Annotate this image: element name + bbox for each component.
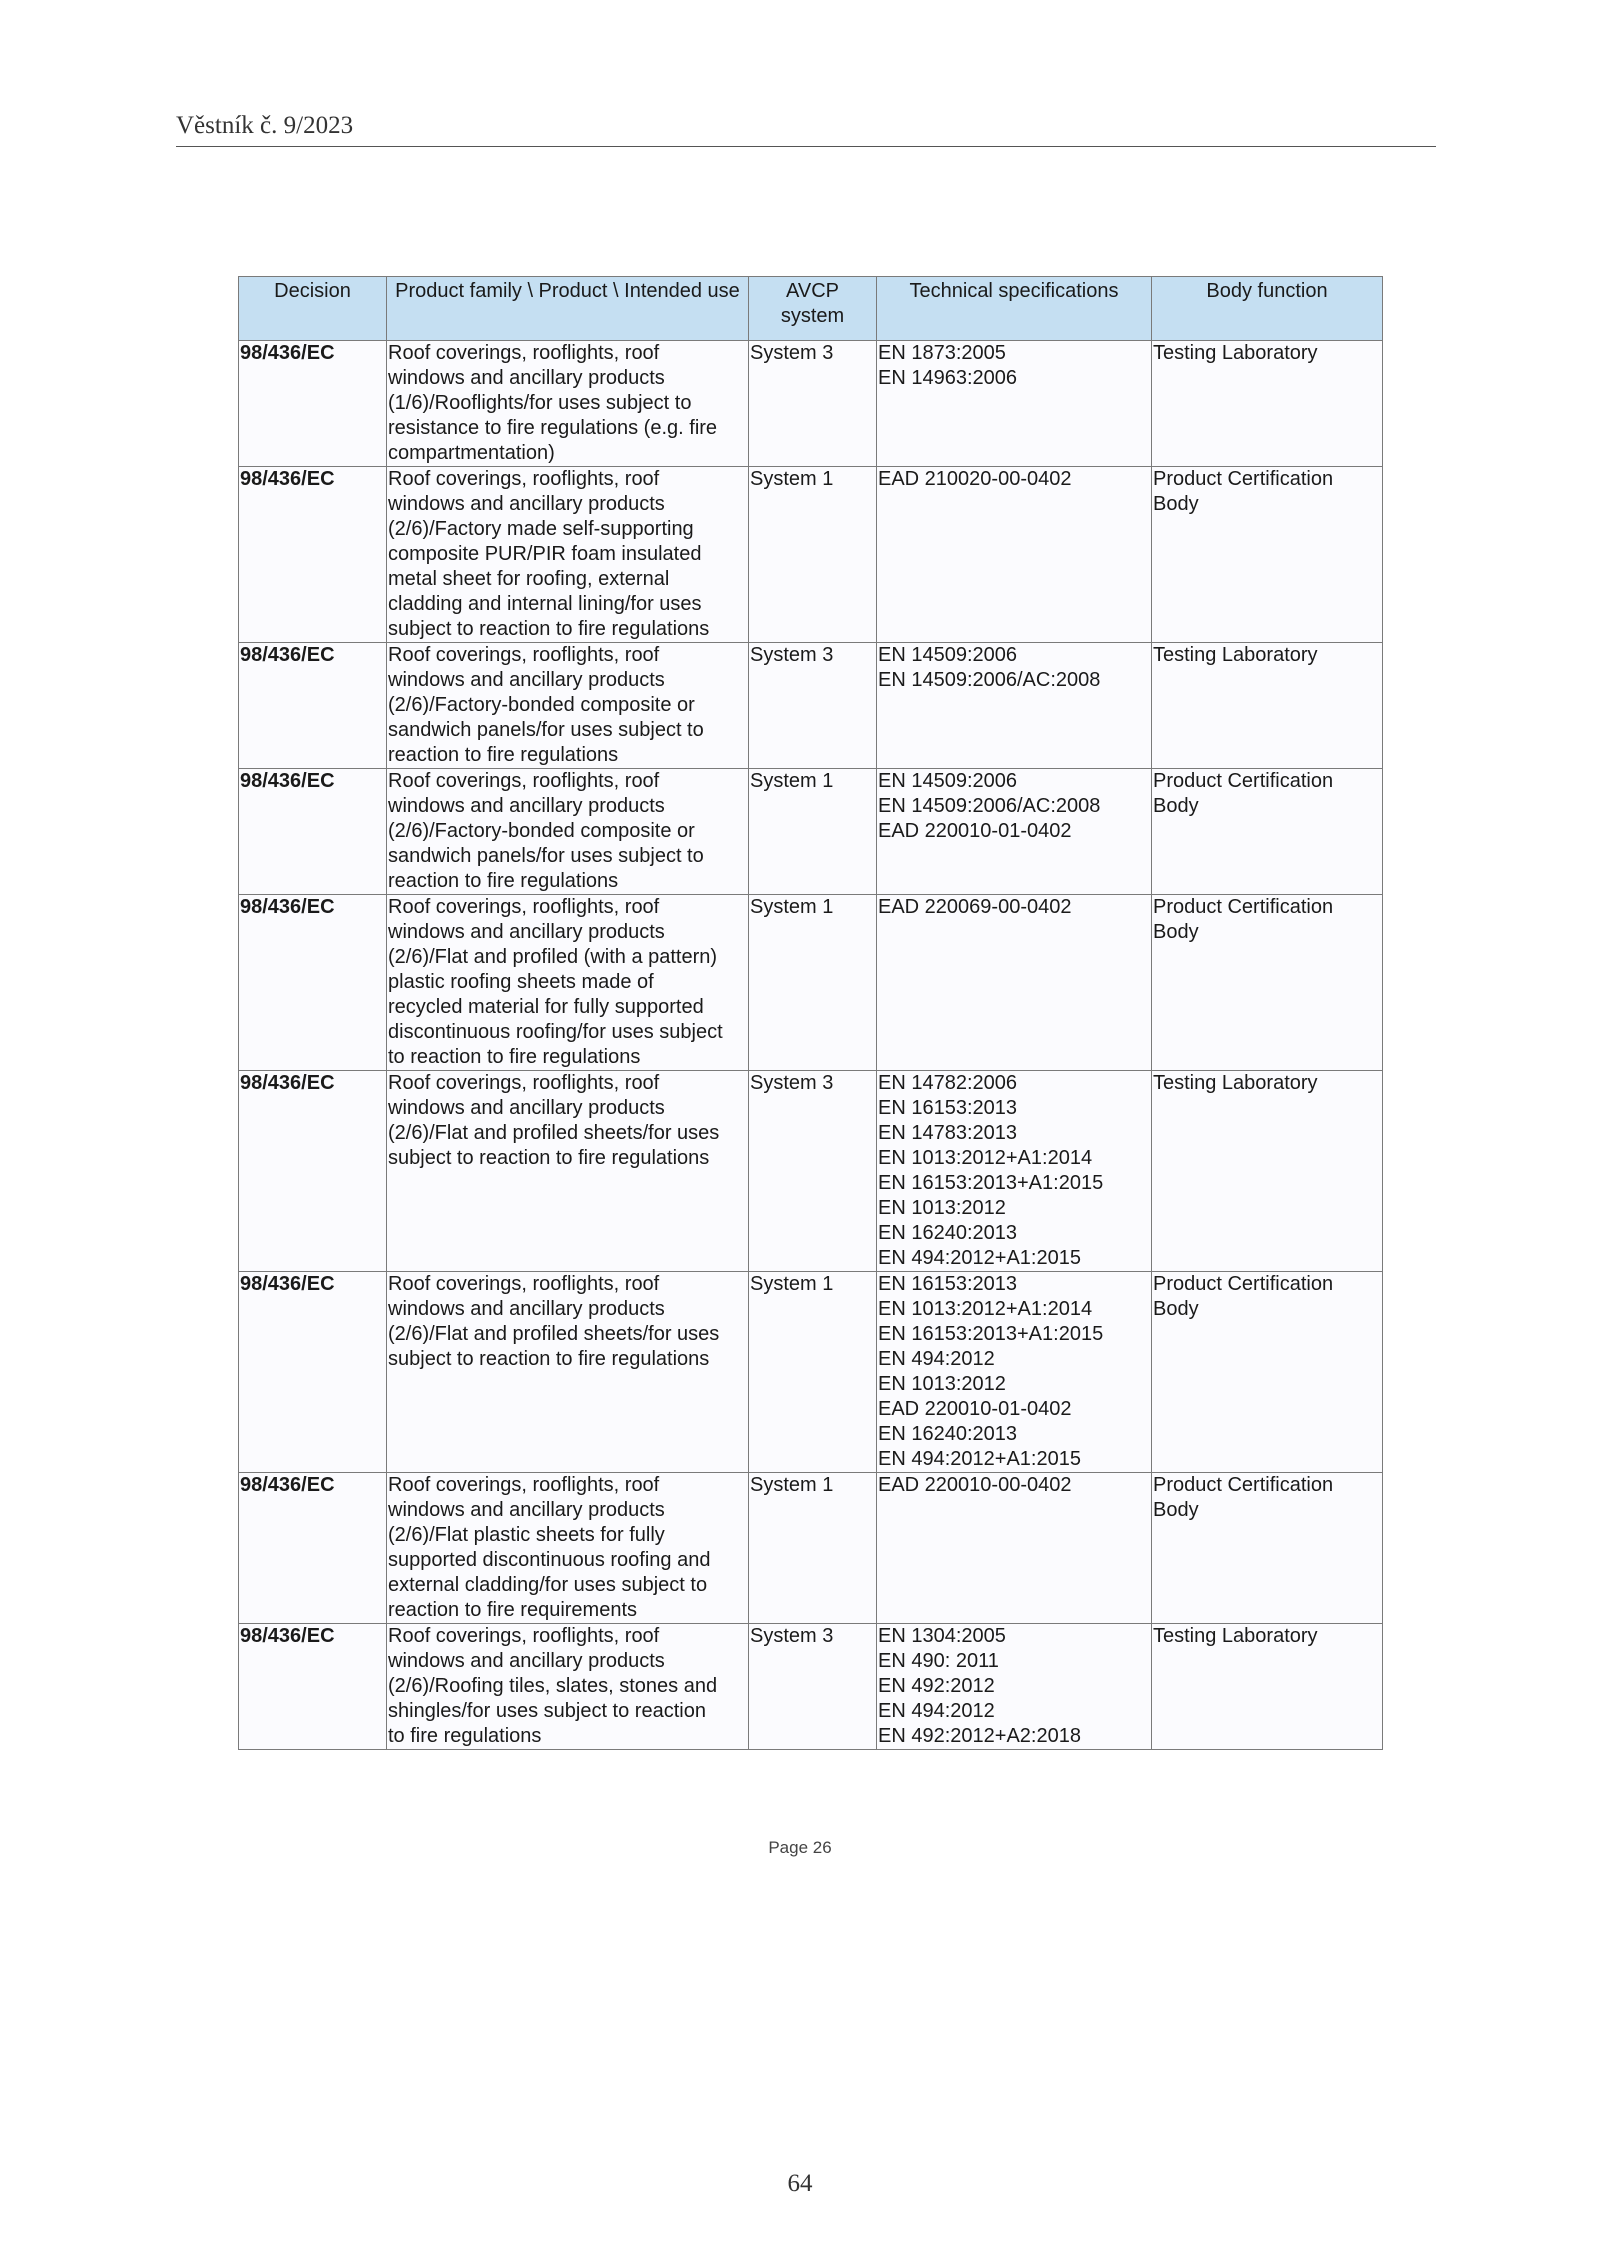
product-cell-line: sandwich panels/for uses subject to: [388, 845, 704, 867]
product-cell: [387, 1272, 749, 1473]
specs-cell-line: EN 494:2012+A1:2015: [878, 1448, 1081, 1470]
product-cell-line: reaction to fire regulations: [388, 744, 619, 766]
body-function-cell-line: Body: [1153, 1298, 1199, 1320]
specs-cell: [877, 1272, 1152, 1473]
product-cell-line: cladding and internal lining/for uses: [388, 593, 702, 615]
decision-cell: 98/436/EC: [239, 1624, 387, 1750]
product-cell-line: Roof coverings, rooflights, roof: [388, 468, 660, 490]
product-cell-line: metal sheet for roofing, external: [388, 568, 670, 590]
specs-cell-line: EAD 220010-00-0402: [878, 1474, 1072, 1496]
product-cell-line: recycled material for fully supported: [388, 996, 704, 1018]
specs-cell-line: EN 14509:2006: [878, 644, 1018, 666]
table-row: [239, 1071, 1383, 1272]
product-cell-line: Roof coverings, rooflights, roof: [388, 1625, 660, 1647]
product-cell-line: (2/6)/Roofing tiles, slates, stones and: [388, 1675, 718, 1697]
product-cell-line: plastic roofing sheets made of: [388, 971, 654, 993]
product-cell-line: resistance to fire regulations (e.g. fire: [388, 417, 718, 439]
avcp-cell: System 3: [749, 341, 877, 467]
body-function-cell-line: Body: [1153, 921, 1199, 943]
product-cell-line: windows and ancillary products: [388, 795, 665, 817]
specs-cell-line: EN 494:2012: [878, 1700, 995, 1722]
product-cell: [387, 341, 749, 467]
product-cell-line: windows and ancillary products: [388, 921, 665, 943]
specs-cell: [877, 895, 1152, 1071]
body-function-cell: [1152, 643, 1383, 769]
specs-cell-line: EN 492:2012: [878, 1675, 995, 1697]
product-cell-line: discontinuous roofing/for uses subject: [388, 1021, 723, 1043]
product-cell-line: Roof coverings, rooflights, roof: [388, 1273, 660, 1295]
specs-cell-line: EN 16240:2013: [878, 1222, 1018, 1244]
body-function-cell-line: Body: [1153, 795, 1199, 817]
specs-cell-line: EN 14782:2006: [878, 1072, 1018, 1094]
specs-cell: [877, 1624, 1152, 1750]
product-cell-line: windows and ancillary products: [388, 1650, 665, 1672]
column-header-avcp: AVCP system: [749, 277, 877, 341]
product-cell-line: subject to reaction to fire regulations: [388, 1147, 710, 1169]
table-row: [239, 1272, 1383, 1473]
product-cell: [387, 643, 749, 769]
column-header-decision: Decision: [239, 277, 387, 341]
product-cell-line: windows and ancillary products: [388, 493, 665, 515]
product-cell: [387, 1624, 749, 1750]
product-cell-line: windows and ancillary products: [388, 669, 665, 691]
specs-cell-line: EN 16240:2013: [878, 1423, 1018, 1445]
body-function-cell-line: Product Certification: [1153, 1273, 1334, 1295]
decision-cell: 98/436/EC: [239, 341, 387, 467]
product-cell-line: shingles/for uses subject to reaction: [388, 1700, 706, 1722]
specs-cell-line: EN 494:2012: [878, 1348, 995, 1370]
product-cell-line: windows and ancillary products: [388, 367, 665, 389]
table-row: [239, 895, 1383, 1071]
product-cell-line: to reaction to fire regulations: [388, 1046, 641, 1068]
inner-page-label: Page 26: [768, 1838, 832, 1857]
body-function-cell-line: Testing Laboratory: [1153, 342, 1318, 364]
body-function-cell: [1152, 467, 1383, 643]
body-function-cell-line: Product Certification: [1153, 1474, 1334, 1496]
table-row: [239, 341, 1383, 467]
product-cell-line: external cladding/for uses subject to: [388, 1574, 708, 1596]
table-row: [239, 643, 1383, 769]
table-row: [239, 1473, 1383, 1624]
body-function-cell-line: Testing Laboratory: [1153, 1072, 1318, 1094]
avcp-cell: System 1: [749, 895, 877, 1071]
product-cell-line: (2/6)/Factory-bonded composite or: [388, 820, 695, 842]
avcp-cell: System 3: [749, 1071, 877, 1272]
product-cell: [387, 895, 749, 1071]
specs-cell-line: EN 14509:2006: [878, 770, 1018, 792]
body-function-cell: [1152, 1272, 1383, 1473]
specs-cell-line: EN 490: 2011: [878, 1650, 999, 1672]
product-cell-line: (2/6)/Flat and profiled sheets/for uses: [388, 1122, 720, 1144]
specs-cell-line: EAD 220069-00-0402: [878, 896, 1072, 918]
product-cell: [387, 467, 749, 643]
table-row: [239, 769, 1383, 895]
body-function-cell-line: Product Certification: [1153, 896, 1334, 918]
product-cell-line: to fire regulations: [388, 1725, 542, 1747]
product-cell-line: reaction to fire requirements: [388, 1599, 638, 1621]
specifications-table: [238, 276, 1383, 1750]
product-cell-line: (2/6)/Flat and profiled sheets/for uses: [388, 1323, 720, 1345]
product-cell-line: (1/6)/Rooflights/for uses subject to: [388, 392, 692, 414]
specs-cell-line: EAD 220010-01-0402: [878, 820, 1072, 842]
body-function-cell: [1152, 341, 1383, 467]
product-cell-line: windows and ancillary products: [388, 1499, 665, 1521]
body-function-cell: [1152, 769, 1383, 895]
avcp-cell: System 1: [749, 1272, 877, 1473]
avcp-cell: System 3: [749, 1624, 877, 1750]
page-number: 64: [787, 2170, 813, 2197]
specs-cell-line: EN 14509:2006/AC:2008: [878, 669, 1101, 691]
product-cell-line: compartmentation): [388, 442, 555, 464]
decision-cell: 98/436/EC: [239, 769, 387, 895]
body-function-cell: [1152, 895, 1383, 1071]
specs-cell-line: EN 14783:2013: [878, 1122, 1018, 1144]
body-function-cell-line: Testing Laboratory: [1153, 644, 1318, 666]
specs-cell-line: EN 492:2012+A2:2018: [878, 1725, 1081, 1747]
specs-cell-line: EN 1304:2005: [878, 1625, 1006, 1647]
product-cell-line: (2/6)/Factory-bonded composite or: [388, 694, 695, 716]
specs-cell-line: EN 14963:2006: [878, 367, 1018, 389]
table-row: [239, 1624, 1383, 1750]
table-row: [239, 467, 1383, 643]
product-cell-line: Roof coverings, rooflights, roof: [388, 1474, 660, 1496]
specs-cell-line: EN 1013:2012+A1:2014: [878, 1298, 1093, 1320]
specs-cell: [877, 1473, 1152, 1624]
product-cell-line: (2/6)/Flat and profiled (with a pattern): [388, 946, 718, 968]
body-function-cell: [1152, 1624, 1383, 1750]
product-cell-line: subject to reaction to fire regulations: [388, 1348, 710, 1370]
specs-cell: [877, 769, 1152, 895]
product-cell-line: Roof coverings, rooflights, roof: [388, 342, 660, 364]
body-function-cell: [1152, 1473, 1383, 1624]
product-cell-line: (2/6)/Flat plastic sheets for fully: [388, 1524, 665, 1546]
product-cell-line: (2/6)/Factory made self-supporting: [388, 518, 694, 540]
product-cell-line: windows and ancillary products: [388, 1097, 665, 1119]
specs-cell-line: EN 16153:2013: [878, 1273, 1018, 1295]
column-header-body: Body function: [1152, 277, 1383, 341]
specs-cell: [877, 643, 1152, 769]
table-header-row: [239, 277, 1383, 341]
decision-cell: 98/436/EC: [239, 1272, 387, 1473]
specs-cell-line: EN 1873:2005: [878, 342, 1006, 364]
body-function-cell-line: Body: [1153, 1499, 1199, 1521]
specs-cell-line: EN 1013:2012+A1:2014: [878, 1147, 1093, 1169]
specs-cell-line: EN 1013:2012: [878, 1197, 1006, 1219]
avcp-cell: System 1: [749, 1473, 877, 1624]
product-cell-line: supported discontinuous roofing and: [388, 1549, 711, 1571]
product-cell-line: windows and ancillary products: [388, 1298, 665, 1320]
product-cell: [387, 1473, 749, 1624]
product-cell-line: Roof coverings, rooflights, roof: [388, 896, 660, 918]
product-cell-line: subject to reaction to fire regulations: [388, 618, 710, 640]
avcp-cell: System 1: [749, 769, 877, 895]
decision-cell: 98/436/EC: [239, 1071, 387, 1272]
running-head: Věstník č. 9/2023: [176, 112, 354, 139]
product-cell-line: sandwich panels/for uses subject to: [388, 719, 704, 741]
product-cell: [387, 769, 749, 895]
body-function-cell-line: Testing Laboratory: [1153, 1625, 1318, 1647]
specs-cell-line: EN 16153:2013+A1:2015: [878, 1172, 1104, 1194]
specs-cell-line: EN 1013:2012: [878, 1373, 1006, 1395]
body-function-cell: [1152, 1071, 1383, 1272]
header-rule: [176, 146, 1436, 147]
avcp-cell: System 3: [749, 643, 877, 769]
body-function-cell-line: Product Certification: [1153, 468, 1334, 490]
product-cell-line: Roof coverings, rooflights, roof: [388, 644, 660, 666]
specs-cell-line: EN 14509:2006/AC:2008: [878, 795, 1101, 817]
decision-cell: 98/436/EC: [239, 1473, 387, 1624]
body-function-cell-line: Body: [1153, 493, 1199, 515]
specs-cell: [877, 341, 1152, 467]
specs-cell: [877, 467, 1152, 643]
product-cell-line: Roof coverings, rooflights, roof: [388, 1072, 660, 1094]
avcp-cell: System 1: [749, 467, 877, 643]
specs-cell-line: EN 16153:2013: [878, 1097, 1018, 1119]
specs-cell-line: EN 494:2012+A1:2015: [878, 1247, 1081, 1269]
specs-cell-line: EN 16153:2013+A1:2015: [878, 1323, 1104, 1345]
product-cell: [387, 1071, 749, 1272]
product-cell-line: reaction to fire regulations: [388, 870, 619, 892]
decision-cell: 98/436/EC: [239, 895, 387, 1071]
specs-cell-line: EAD 220010-01-0402: [878, 1398, 1072, 1420]
decision-cell: 98/436/EC: [239, 643, 387, 769]
product-cell-line: Roof coverings, rooflights, roof: [388, 770, 660, 792]
specs-cell: [877, 1071, 1152, 1272]
specs-cell-line: EAD 210020-00-0402: [878, 468, 1072, 490]
body-function-cell-line: Product Certification: [1153, 770, 1334, 792]
column-header-specs: Technical specifications: [877, 277, 1152, 341]
column-header-product: Product family \ Product \ Intended use: [387, 277, 749, 341]
product-cell-line: composite PUR/PIR foam insulated: [388, 543, 702, 565]
decision-cell: 98/436/EC: [239, 467, 387, 643]
